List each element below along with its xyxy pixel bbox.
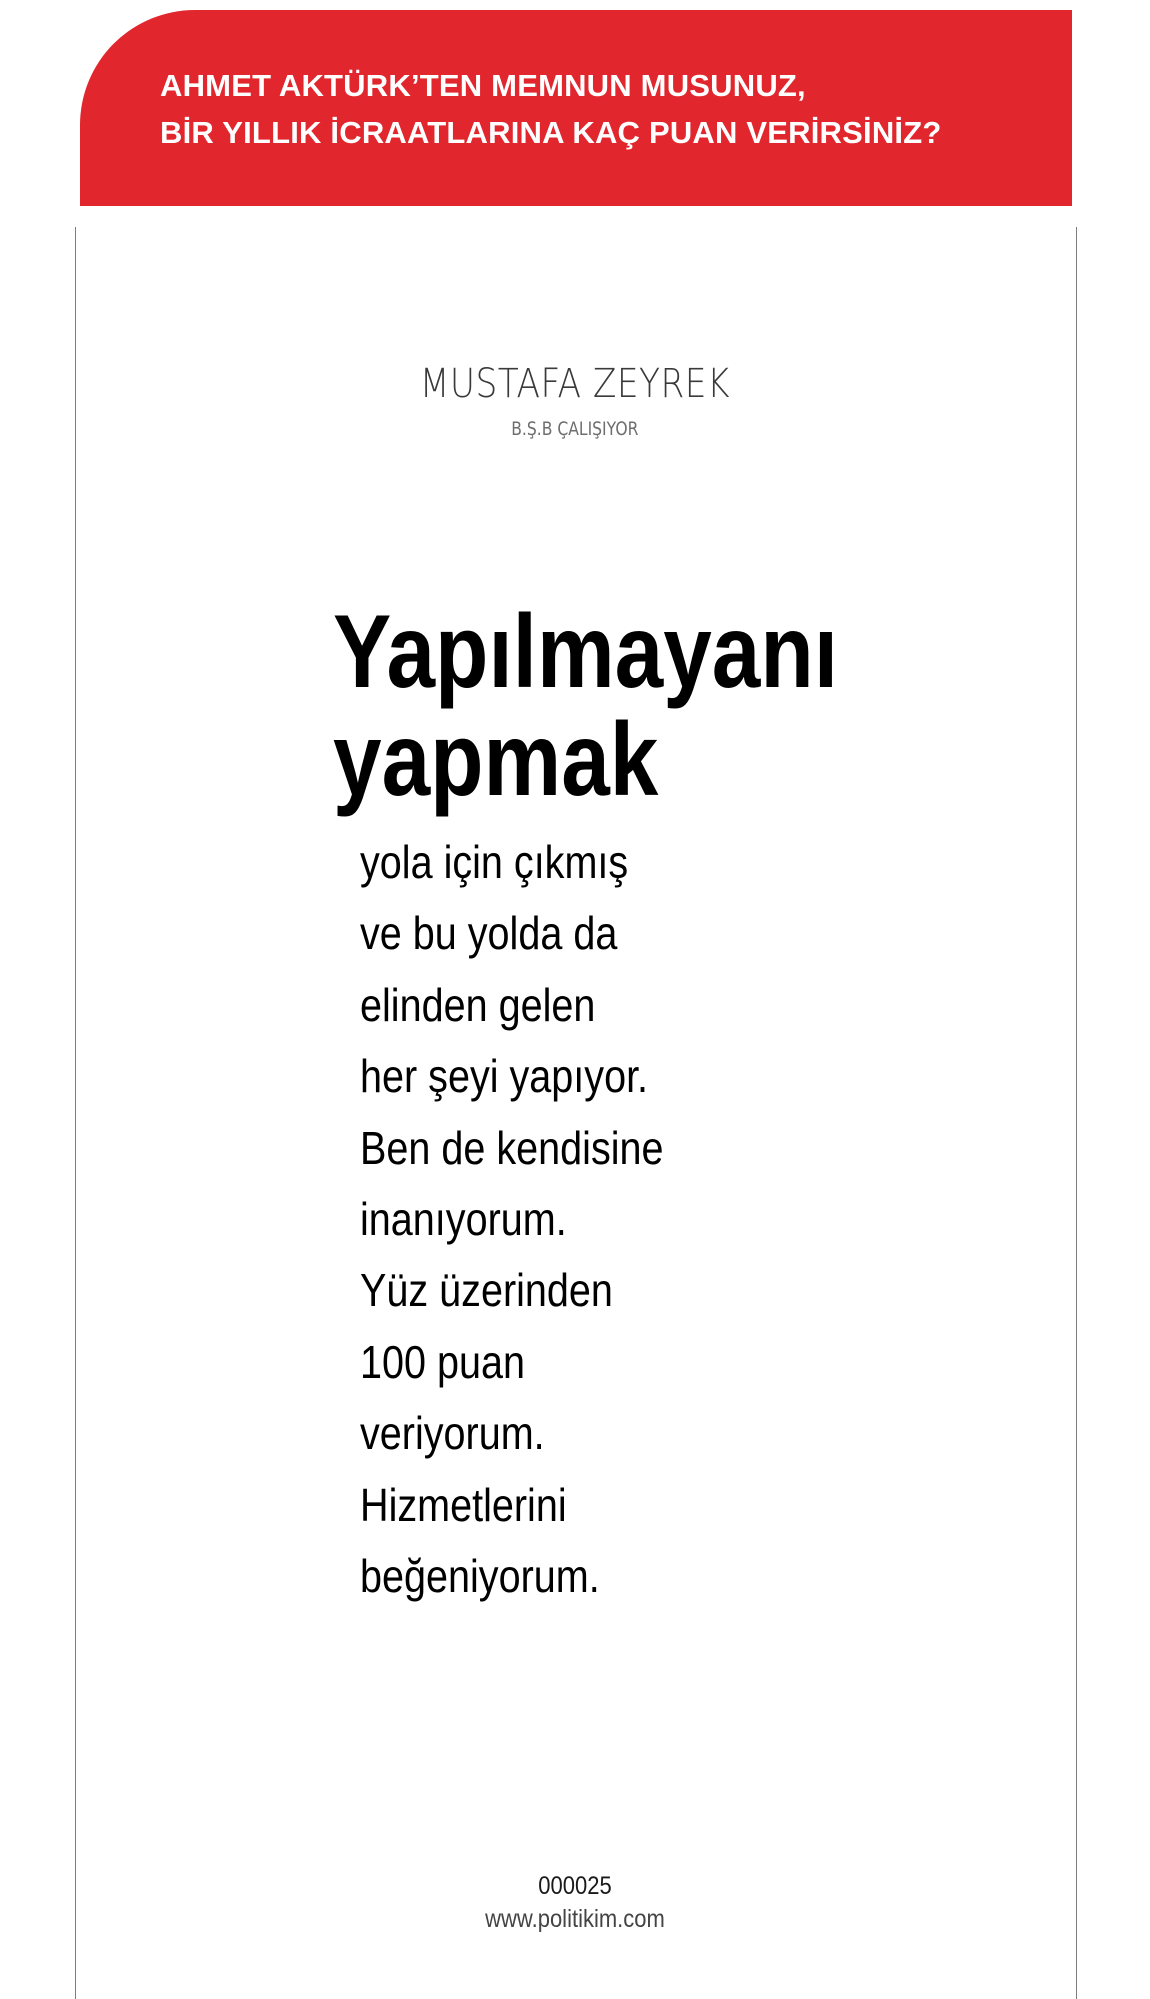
quote-line: inanıyorum.	[360, 1192, 567, 1245]
frame-border-left	[75, 227, 76, 1999]
quote-line: yola için çıkmış	[360, 836, 629, 888]
header-question-line-1: AHMET AKTÜRK’TEN MEMNUN MUSUNUZ,	[160, 68, 806, 103]
quote-body	[360, 827, 664, 1612]
document-code: 000025	[538, 1872, 612, 1900]
headline-line-1: Yapılmayanı	[333, 594, 839, 710]
person-role: B.Ş.B ÇALIŞIYOR	[511, 418, 639, 440]
quote-line: 100 puan	[360, 1335, 526, 1388]
headline-line-2: yapmak	[333, 702, 659, 818]
person-name: MUSTAFA ZEYREK	[419, 361, 730, 407]
quote-line: ve bu yolda da	[360, 907, 618, 960]
quote-line: elinden gelen	[360, 978, 596, 1031]
quote-line: beğeniyorum.	[360, 1549, 600, 1602]
quote-line: veriyorum.	[360, 1407, 545, 1460]
website-url: www.politikim.com	[485, 1905, 665, 1933]
header-question-line-2: BİR YILLIK İCRAATLARINA KAÇ PUAN VERİRSİNİZ?	[160, 115, 942, 150]
headline	[333, 594, 839, 818]
quote-line: Ben de kendisine	[360, 1121, 664, 1174]
frame-border-right	[1076, 227, 1077, 1999]
header-banner	[80, 10, 1072, 206]
quote-line: Hizmetlerini	[360, 1478, 567, 1531]
quote-line: Yüz üzerinden	[360, 1264, 613, 1317]
quote-line: her şeyi yapıyor.	[360, 1050, 649, 1103]
